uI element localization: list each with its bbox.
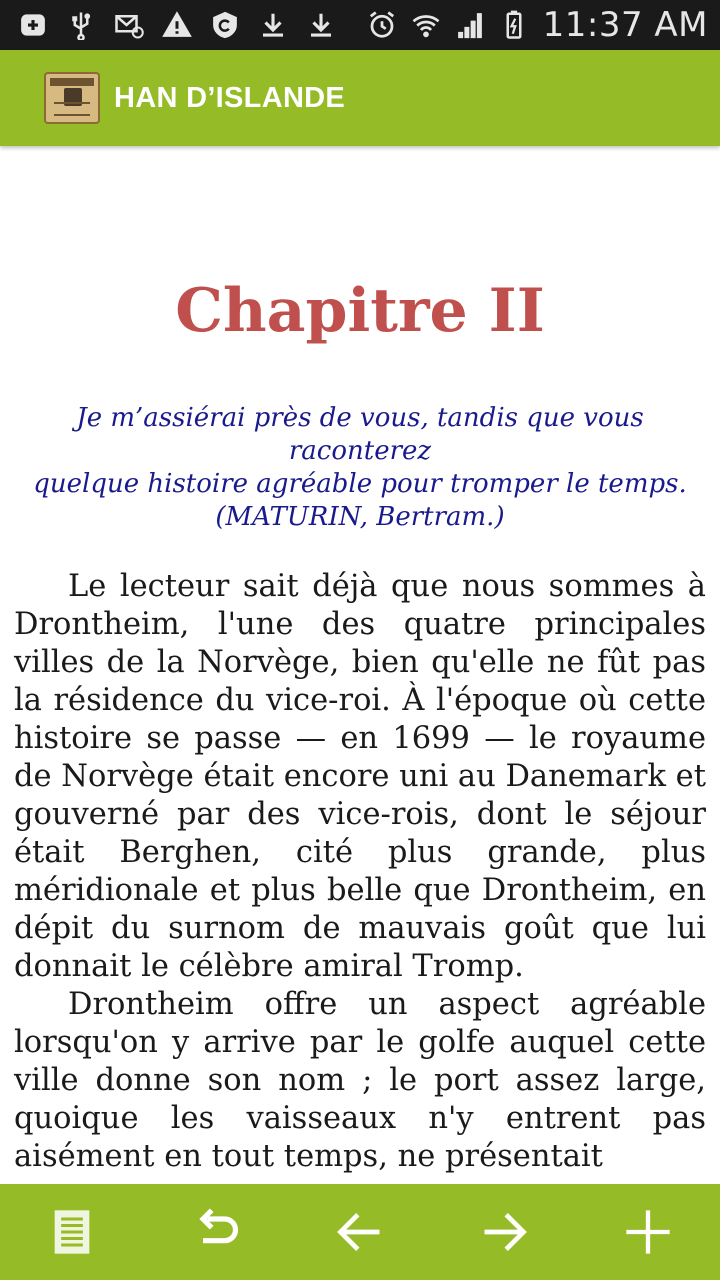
status-bar: [0, 0, 720, 50]
next-page-button[interactable]: [464, 1192, 544, 1272]
paragraph: Le lecteur sait déjà que nous sommes à Drontheim, l'une des quatre principales villes de la Norvège, bien qu'elle ne fût pas la résidence du vice-roi. À l'époque où cette histoire se passe — en 1699 — le royaume de Norvège était encore uni au Danemark et gouverné par des vice-rois, dont le séjour était Berghen, cité plus grande, plus méridionale et plus belle que Drontheim, en dépit du surnom de mauvais goût que lui donnait le célèbre amiral Tromp.: [14, 569, 706, 984]
notification-icons: [0, 10, 336, 40]
wifi-icon: [411, 10, 441, 40]
alarm-icon: [367, 10, 397, 40]
chapter-body: [14, 568, 706, 1176]
contents-icon: [46, 1206, 98, 1258]
chapter-title: Chapitre II: [175, 276, 545, 346]
download-icon: [258, 10, 288, 40]
battery-icon: [499, 10, 529, 40]
add-bookmark-button[interactable]: [608, 1192, 688, 1272]
epigraph-line: quelque histoire agréable pour tromper le temps.: [33, 469, 687, 499]
system-icons: [367, 5, 720, 45]
bottom-toolbar: [0, 1184, 720, 1280]
plus-icon: [622, 1206, 674, 1258]
usb-icon: [66, 10, 96, 40]
arrow-left-icon: [334, 1206, 386, 1258]
shield-icon: [210, 10, 240, 40]
email-icon: [114, 10, 144, 40]
arrow-right-icon: [478, 1206, 530, 1258]
contents-button[interactable]: [32, 1192, 112, 1272]
clock: 11:37 AM: [542, 5, 708, 45]
signal-icon: [455, 10, 485, 40]
undo-icon: [190, 1206, 242, 1258]
warning-icon: [162, 10, 192, 40]
epigraph-line: Je m’assiérai près de vous, tandis que vous raconterez: [76, 403, 644, 466]
app-title: HAN D’ISLANDE: [114, 81, 346, 114]
book-cover-icon[interactable]: [44, 72, 100, 124]
add-box-icon: [18, 10, 48, 40]
epigraph: [20, 402, 700, 534]
previous-page-button[interactable]: [320, 1192, 400, 1272]
epigraph-attribution: (MATURIN, Bertram.): [215, 502, 505, 532]
paragraph: Drontheim offre un aspect agréable lorsqu'on y arrive par le golfe auquel cette ville donne son nom ; le port assez large, quoique les vaisseaux n'y entrent pas aisément en tout temps, ne présentait: [14, 987, 706, 1174]
download-icon: [306, 10, 336, 40]
app-bar: [0, 50, 720, 146]
undo-button[interactable]: [176, 1192, 256, 1272]
reader-content[interactable]: [0, 146, 720, 1184]
